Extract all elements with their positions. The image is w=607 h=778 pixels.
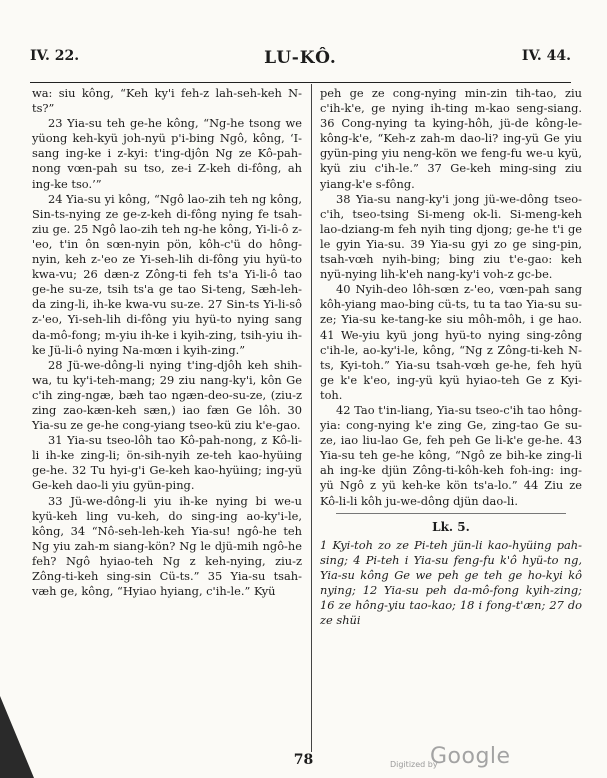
digitized-by-label: Digitized by [390,760,438,769]
verse-paragraph: 28 Jü-we-dông-li nying t'ing-djôh keh shih-wa, tu ky'i-teh-mang; 29 ziu nang-ky'i, kôn Ge c'ih zing-ngæ, bæh tao ngæn-deo-su-ze, (ziu-z zing zao-kæn-keh sæn,) iao fæn Ge lôh. 30 Yia-su ze ge-he cong-yiang tseo-kü ziu k'e-gao. [32,357,302,433]
column-divider [311,84,312,752]
chapter-separator [336,513,566,514]
header-right-ref: IV. 44. [521,48,571,64]
verse-paragraph: 24 Yia-su yi kông, “Ngô lao-zih teh ng kông, Sin-ts-nying ze ge-z-keh di-fông nying fe tsah-ziu ge. 25 Ngô lao-zih teh ng-he kông, Yi-li-ô z-'eo, t'in ôn sœn-nyin pön, kôh-c'ü do hông-nyin, keh z-'eo ze Yi-seh-lih di-fông yiu hyü-to kwa-vu; 26 dæn-z Zông-ti feh ts'a Yi-li-ô tao ge-he su-ze, tsih ts'a ge tao Si-teng, Sæh-leh-da zing-li, ih-ke kwa-vu su-ze. 27 Sin-ts Yi-li-sô z-'eo, Yi-seh-lih di-fông yiu hyü-to nying sang da-mô-fong; m-yiu ih-ke i kyih-zing, tsih-yiu ih-ke Jü-li-ô nying Na-mœn i kyih-zing.” [32,191,302,357]
header-rule [30,82,571,83]
chapter-heading: Lk. 5. [432,519,470,534]
google-watermark-logo: Google [430,744,511,769]
verse-paragraph: 40 Nyih-deo lôh-sœn z-'eo, vœn-pah sang kôh-yiang mao-bing cü-ts, tu ta tao Yia-su su-ze; Yia-su ke-tang-ke siu môh-môh, i ge hao. 41 We-yiu kyü jong hyü-to nying sing-zông c'ih-le, ao-ky'i-le, kông, “Ng z Zông-ti-keh N-ts, Kyi-toh.” Yia-su tsah-vœh ge-he, feh hyü ge k'e k'eo, ing-yü kyü hyiao-teh Ge z Kyi-toh. [320,282,582,402]
right-column [320,86,582,628]
verse-paragraph: 38 Yia-su nang-ky'i jong jü-we-dông tseo-c'ih, tseo-tsing Si-meng ok-li. Si-meng-keh lao-dziang-m feh nyih ting djong; ge-he t'i ge le gyin Yia-su. 39 Yia-su gyi zo ge sing-pin, tsah-vœh nyih-bing; bing ziu t'e-gao: keh nyü-nying lih-k'eh nang-ky'i voh-z gc-be. [320,191,582,282]
chapter-summary: 1 Kyi-toh zo ze Pi-teh jün-li kao-hyüing pah-sing; 4 Pi-teh i Yia-su feng-fu k'ô hyü-to ng, Yia-su kông Ge we peh ge teh ge ho-kyi kô nying; 12 Yia-su peh da-mô-fong kyih-zing; 16 ze hông-yiu tao-kao; 18 i fong-t'æn; 27 do ze shüi [320,537,582,628]
verse-paragraph: 33 Jü-we-dông-li yiu ih-ke nying bi we-u kyü-keh ling vu-keh, do sing-ing ao-ky'i-le, kông, 34 “Nô-seh-leh-keh Yia-su! ngô-he teh Ng yiu zah-m siang-kön? Ng le djü-mih ngô-he feh? Ngô hyiao-teh Ng z keh-nying, ziu-z Zông-ti-keh sing-sin Cü-ts.” 35 Yia-su tsah-væh ge, kông, “Hyiao hyiang, c'ih-le.” Kyü [32,493,302,599]
verse-paragraph: 42 Tao t'in-liang, Yia-su tseo-c'ih tao hông-yia: cong-nying k'e zing Ge, zing-tao Ge su-ze, iao liu-lao Ge, feh peh Ge li-k'e ge-he. 43 Yia-su teh ge-he kông, “Ngô ze bih-ke zing-li ah ing-ke djün Zông-ti-kôh-keh foh-ing: ing-yü Ngô z yü keh-ke kön ts'a-lo.” 44 Ziu ze Kô-li-li kôh ju-we-dông djün dao-li. [320,402,582,508]
header-left-ref: IV. 22. [30,48,80,64]
running-header [30,48,571,70]
verse-paragraph: peh ge ze cong-nying min-zin tih-tao, ziu c'ih-k'e, ge nying ih-ting m-kao seng-siang. 36 Cong-nying ta kying-hôh, jü-de kông-le-kông-k'e, “Keh-z zah-m dao-li? ing-yü Ge yiu gyün-ping yiu neng-kön we feng-fu we-u kyü, kyü ziu c'ih-le.” 37 Ge-keh ming-sing ziu yiang-k'e s-fông. [320,86,582,191]
left-column [32,86,302,599]
page-corner-shadow [0,696,34,778]
header-book-title: LU-KÔ. [264,48,337,68]
verse-paragraph: 23 Yia-su teh ge-he kông, “Ng-he tsong we yüong keh-kyü joh-nyü p'i-bing Ngô, kông, ‘I-sang ing-ke i z-kyi: t'ing-djôn Ng ze Kô-pah-nong vœn-pah su tso, ze-i Z-keh di-fông, ah ing-ke tso.’” [32,116,302,191]
verse-paragraph: wa: siu kông, “Keh ky'i feh-z lah-seh-keh N-ts?” [32,86,302,116]
verse-paragraph: 31 Yia-su tseo-lôh tao Kô-pah-nong, z Kô-li-li ih-ke zing-li; ön-sih-nyih ze-teh kao-hyüing ge-he. 32 Tu hyi-g'i Ge-keh kao-hyüing; ing-yü Ge-keh dao-li yiu gyün-ping. [32,433,302,493]
page-number: 78 [293,752,314,768]
